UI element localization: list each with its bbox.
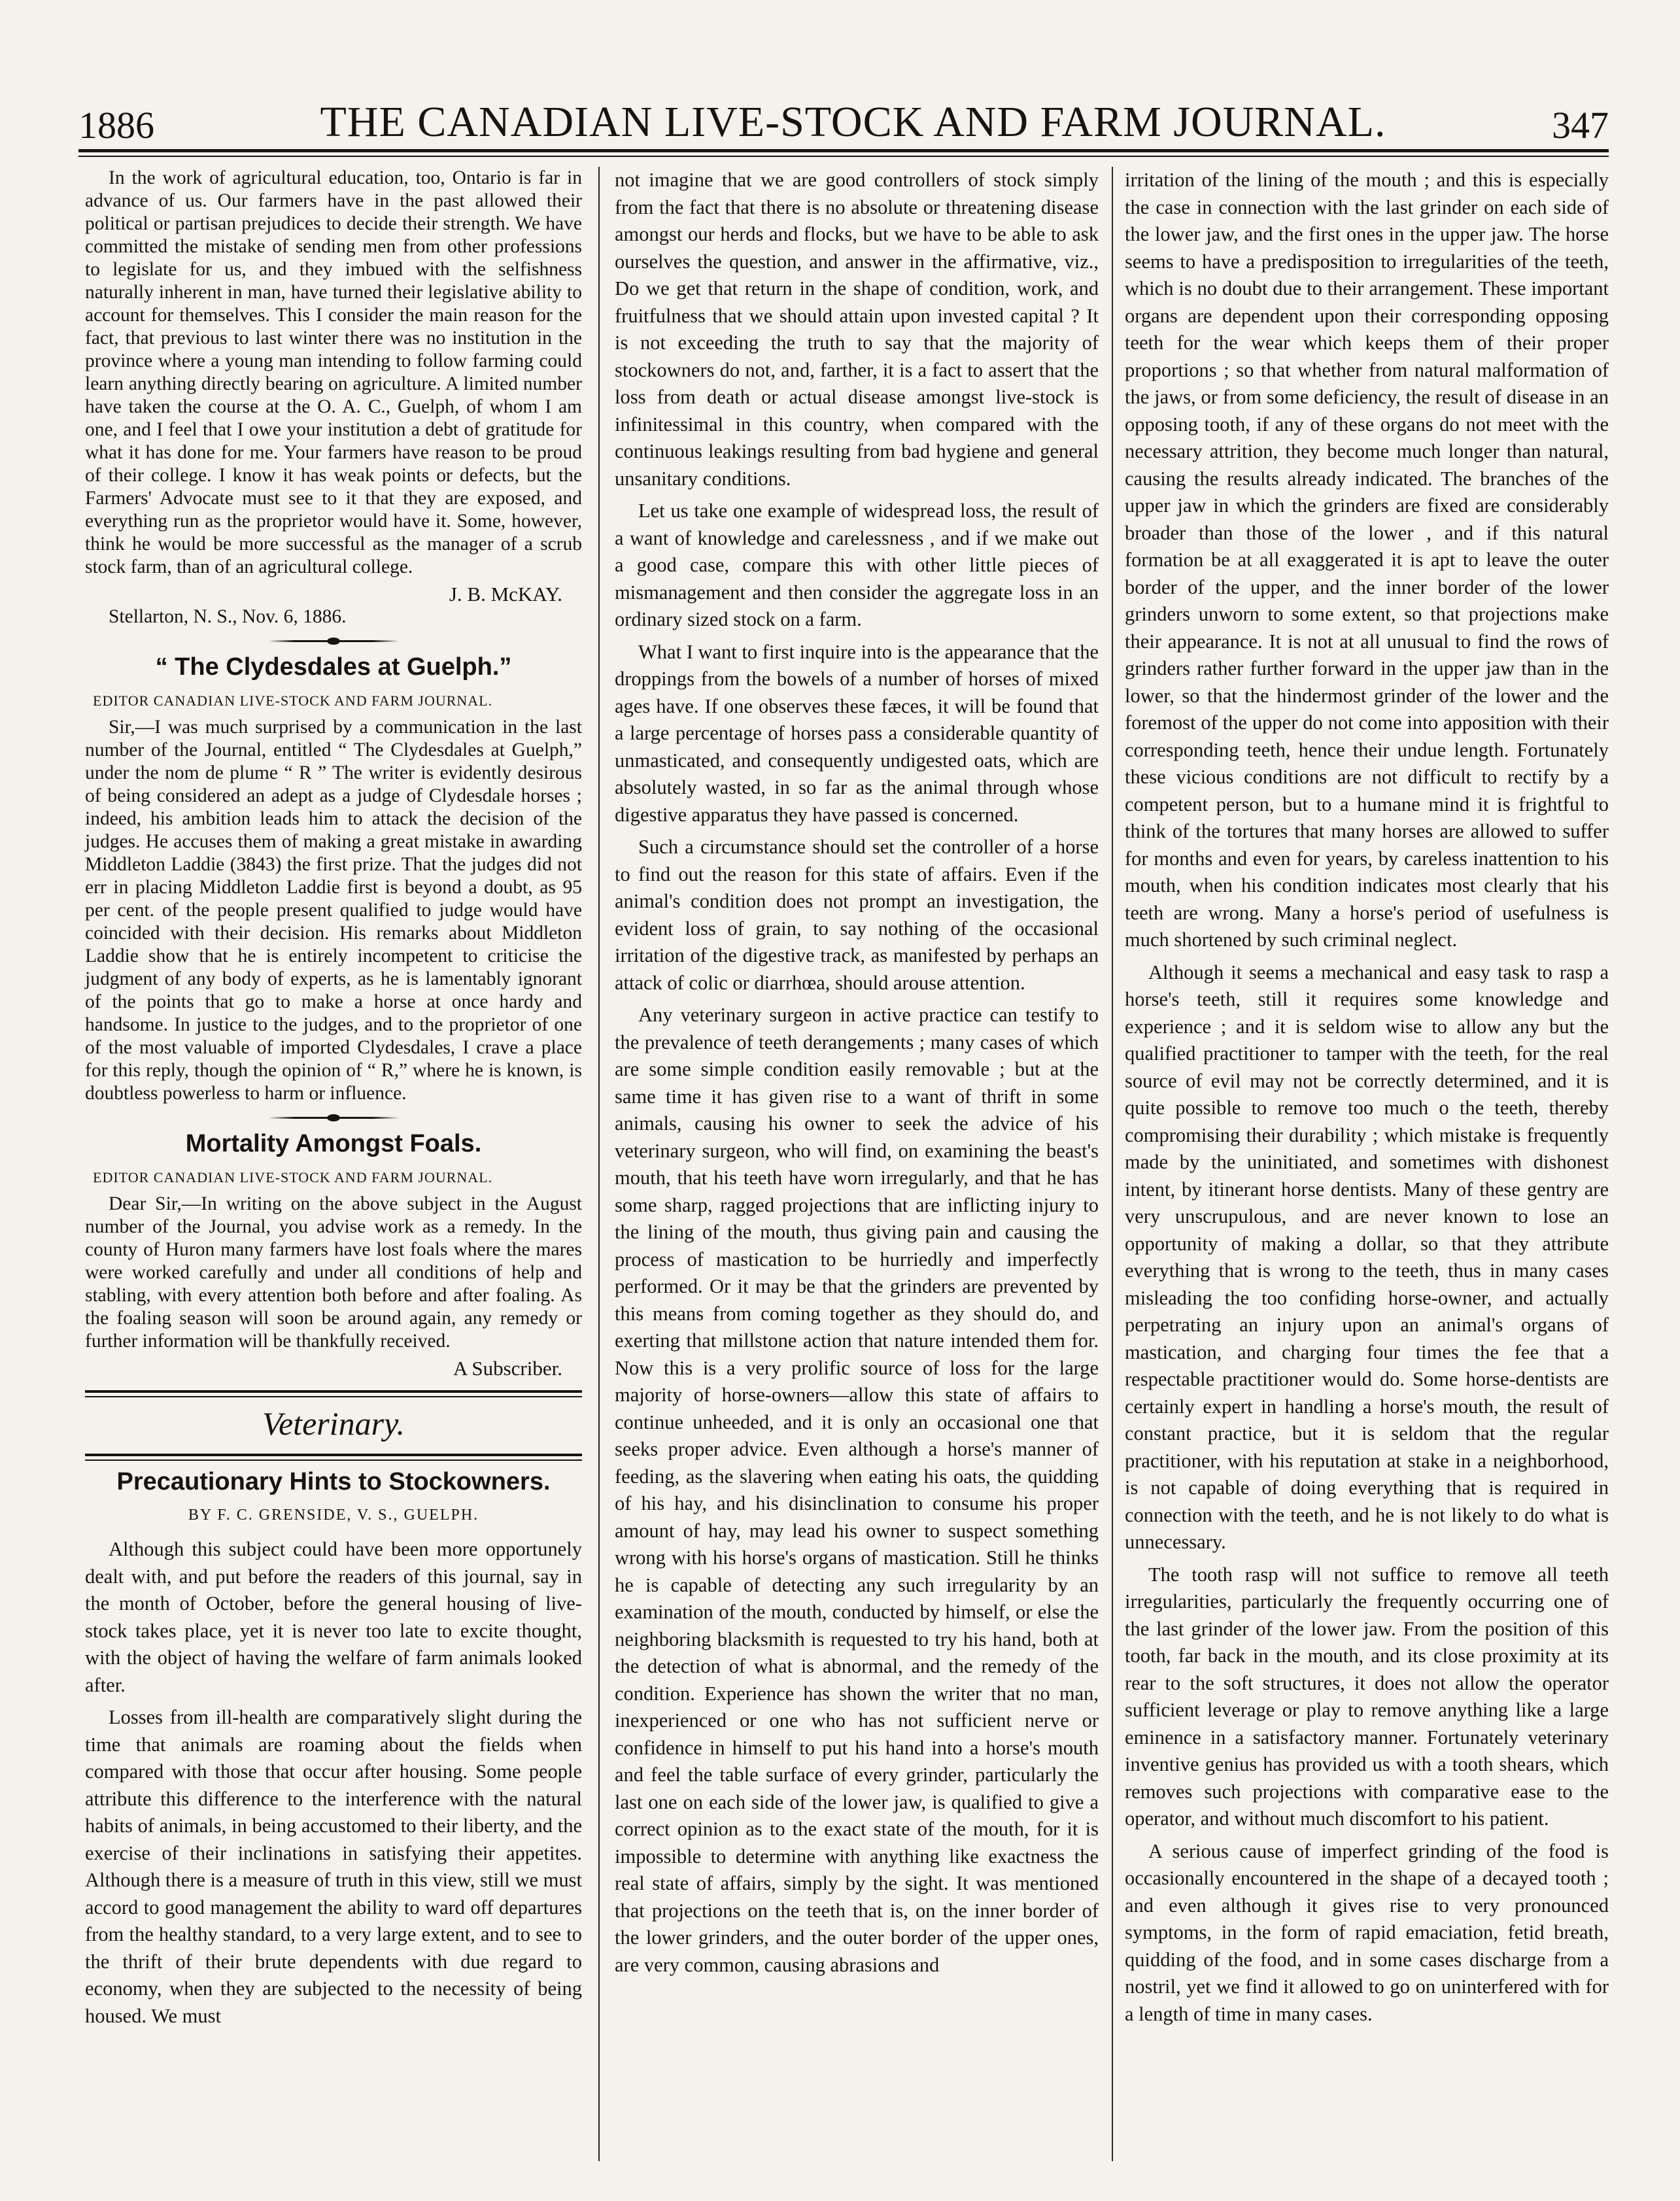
masthead xyxy=(78,88,1609,147)
clydesdales-paragraph: Sir,—I was much surprised by a communication in the last number of the Journal, entitled “ The Clydesdales at Guelph,” under the nom de plume “ R ” The writer is evidently desirous of being considered an adept as a judge of Clydesdale horses ; indeed, his ambition leads him to attack the decision of the judges. He accuses them of making a great mistake in awarding Middleton Laddie (3843) the first prize. That the judges did not err in placing Middleton Laddie first is beyond a doubt, as 95 per cent. of the people present qualified to judge would have coincided with their decision. His remarks about Middleton Laddie show that he is entirely incompetent to criticise the judgment of any body of experts, as he is lamentably ignorant of the points that go to make a horse at once hardy and handsome. In justice to the judges, and to the proprietor of one of the most valuable of imported Clydesdales, I crave a place for this reply, though the opinion of “ R,” where he is known, is doubtless powerless to harm or influence. xyxy=(85,717,582,1104)
article-paragraph: Losses from ill-health are comparatively slight during the time that animals are roaming about the fields when compared with those that occur after housing. Some people attribute this difference to the interference with the natural habits of animals, in being accustomed to their liberty, and the exercise of their inclinations in satisfying their appetites. Although there is a measure of truth in this view, still we must accord to good management the ability to ward off departures from the healthy standard, to a very large extent, and to see to the thrift of their brute dependents with due regard to economy, when they are subjected to the necessity of being housed. We must xyxy=(85,1706,582,2027)
section-rule xyxy=(85,1454,582,1461)
foals-paragraph: Dear Sir,—In writing on the above subject in the August number of the Journal, you advise work as a remedy. In the county of Huron many farmers have lost foals where the mares were worked carefully and under all conditions of help and stabling, with every attention both before and after foaling. As the foaling season will soon be around again, any remedy or further information will be thankfully received. xyxy=(85,1193,582,1352)
letter-place-date: Stellarton, N. S., Nov. 6, 1886. xyxy=(109,606,347,627)
page-year: 1886 xyxy=(78,104,154,146)
article-byline: BY F. C. GRENSIDE, V. S., GUELPH. xyxy=(188,1507,479,1524)
article-paragraph: The tooth rasp will not suffice to remove all teeth irregularities, particularly the frequently occurring one of the last grinder of the lower jaw. From the position of this tooth, far back in the mouth, and its close proximity at its rear to the soft structures, it does not allow the operator sufficient leverage or play to remove anything like a large eminence in a satisfactory manner. Fortunately veterinary inventive genius has provided us with a tooth shears, which removes such projections with comparative ease to the operator, and without much discomfort to his patient. xyxy=(1125,1563,1609,1830)
letter-signature: J. B. McKAY. xyxy=(449,583,562,606)
article-paragraph: What I want to first inquire into is the appearance that the droppings from the bowels of a number of horses of mixed ages have. If one observes these fæces, it will be found that a large percentage of horses pass a considerable quantity of unmasticated, and consequently undigested oats, which are absolutely wasted, in so far as the animal through whose digestive apparatus they have passed is concerned. xyxy=(615,640,1099,826)
journal-title: THE CANADIAN LIVE-STOCK AND FARM JOURNAL. xyxy=(320,98,1386,146)
article-paragraph: Although it seems a mechanical and easy task to rasp a horse's teeth, still it requires some knowledge and experience ; and it is seldom wise to allow any but the qualified practitioner to tamper with the teeth, for the real source of evil may not be correctly determined, and it is quite possible to remove too much o the teeth, thereby compromising their durability ; which mistake is frequently made by the uninitiated, and sometimes with dishonest intent, by itinerant horse dentists. Many of these gentry are very unscrupulous, and are never known to lose an opportunity of making a dollar, so that they attribute everything that is wrong to the teeth, thus in many cases misleading the too confiding horse-owner, and actually perpetrating an injury upon an animal's organs of mastication, and charging four times the fee that a respectable practitioner would do. Some horse-dentists are certainly expert in handling a horse's mouth, the result of constant practice, but it is seldom that the regular practitioner, with his reputation at stake in a neighborhood, is not capable of doing everything that is required in connection with the teeth, and he is not likely to do what is unnecessary. xyxy=(1125,961,1609,1553)
masthead-rule-thin xyxy=(78,156,1609,157)
column-rule xyxy=(1112,167,1113,2161)
article-paragraph: Any veterinary surgeon in active practice can testify to the prevalence of teeth derangements ; many cases of which are some simple condition easily removable ; but at the same time it has given rise to a want of thrift in some animals, causing his owner to seek the advice of his veterinary surgeon, who will find, on examining the beast's mouth, that his teeth have worn irregularly, and that he has some sharp, ragged projections that are inflicting injury to the lining of the mouth, thus giving pain and causing the process of mastication to be hurriedly and imperfectly performed. Or it may be that the grinders are prevented by this means from coming together as they should do, and exerting that millstone action that nature intended them for. Now this is a very prolific source of loss for the large majority of horse-owners—allow this state of affairs to continue unheeded, and it is only an occasional one that seeks proper advice. Even although a horse's manner of feeding, as the slavering when eating his oats, the quidding of his hay, and his disinclination to consume his proper amount of hay, may lead his owner to suspect something wrong with his horse's organs of mastication. Still he thinks he is capable of detecting any such irregularity by an examination of the mouth, conducted by himself, or else the neighboring blacksmith is requested to try his hand, both at the detection of what is abnormal, and the remedy of the condition. Experience has shown the writer that no man, inexperienced or one who has not sufficient nerve or confidence in himself to put his hand into a horse's mouth and feel the table surface of every grinder, particularly the last one on each side of the lower jaw, is qualified to give a correct opinion as to the exact state of the mouth, for it is impossible to determine with anything like exactness the real state of affairs, simply by the sight. It was mentioned that projections on the teeth that is, on the inner border of the lower grinders, and the outer border of the upper ones, are very common, causing abrasions and xyxy=(615,1004,1099,1976)
foals-heading: Mortality Amongst Foals. xyxy=(185,1130,482,1157)
editor-address: EDITOR CANADIAN LIVE-STOCK AND FARM JOURNAL. xyxy=(93,1169,493,1186)
column-rule xyxy=(598,167,600,2161)
article-heading: Precautionary Hints to Stockowners. xyxy=(116,1468,551,1495)
article-paragraph: Although this subject could have been more opportunely dealt with, and put before the readers of this journal, say in the month of October, before the general housing of live-stock takes place, yet it is never too late to excite thought, with the object of having the welfare of farm animals looked after. xyxy=(85,1538,582,1696)
column-3 xyxy=(1125,167,1609,2033)
article-paragraph: Such a circumstance should set the controller of a horse to find out the reason for this state of affairs. Even if the animal's condition does not prompt an investigation, the evident loss of grain, to say nothing of the occasional irritation of the digestive track, as manifested by perhaps an attack of colic or diarrhœa, should arouse attention. xyxy=(615,836,1099,994)
foals-signature: A Subscriber. xyxy=(453,1357,562,1380)
masthead-rule-thick xyxy=(78,149,1609,152)
article-paragraph: not imagine that we are good controllers of stock simply from the fact that there is no absolute or threatening disease amongst our herds and flocks, but we have to be able to ask ourselves the question, and answer in the affirmative, viz., Do we get that return in the shape of condition, work, and fruitfulness that we should attain upon invested capital ? It is not exceeding the truth to say that the majority of stockowners do not, and, farther, it is a fact to assert that the loss from death or actual disease amongst live-stock is infinitessimal in this country, when compared with the continuous leakings resulting from bad hygiene and general unsanitary conditions. xyxy=(615,169,1099,490)
ornamental-divider xyxy=(268,1117,399,1119)
article-paragraph: A serious cause of imperfect grinding of the food is occasionally encountered in the shape of a decayed tooth ; and even although it gives rise to very pronounced symptoms, in the form of rapid emaciation, fetid breath, quidding of the food, and in some cases discharge from a nostril, yet we find it allowed to go on uninterfered with for a length of time in many cases. xyxy=(1125,1839,1609,2025)
section-title: Veterinary. xyxy=(262,1405,405,1442)
letter-paragraph: In the work of agricultural education, too, Ontario is far in advance of us. Our farmers have in the past allowed their political or partisan prejudices to decide their strength. We have committed the mistake of sending men from other professions to legislate for us, and they imbued with the selfishness naturally inherent in man, have turned their legislative ability to account for themselves. This I consider the main reason for the fact, that previous to last winter there was no institution in the province where a young man intending to follow farming could learn anything directly bearing on agriculture. A limited number have taken the course at the O. A. C., Guelph, of whom I am one, and I feel that I owe your institution a debt of gratitude for what it has done for me. Your farmers have reason to be proud of their college. I know it has weak points or defects, but the Farmers' Advocate must see to it that they are exposed, and everything run as the proprietor would have it. Some, however, think he would be more successful as the manager of a scrub stock farm, than of an agricultural college. xyxy=(85,167,582,577)
clydesdales-heading: “ The Clydesdales at Guelph.” xyxy=(155,653,512,681)
section-rule xyxy=(85,1390,582,1397)
page-number: 347 xyxy=(1552,104,1609,146)
journal-page xyxy=(78,0,1609,2201)
editor-address: EDITOR CANADIAN LIVE-STOCK AND FARM JOURNAL. xyxy=(93,692,493,709)
article-paragraph: Let us take one example of widespread loss, the result of a want of knowledge and carelessness , and if we make out a good case, compare this with other little pieces of mismanagement and then consider the aggregate loss in an ordinary sized stock on a farm. xyxy=(615,500,1099,630)
article-paragraph: irritation of the lining of the mouth ; and this is especially the case in connection with the last grinder on each side of the lower jaw, and the first ones in the upper jaw. The horse seems to have a predisposition to irregularities of the teeth, which is no doubt due to their arrangement. These important organs are dependent upon their corresponding opposing teeth for the wear which keeps them of their proper proportions ; so that whether from natural malformation of the jaws, or from some deficiency, the result of disease in an opposing tooth, if any of these organs do not meet with the necessary attrition, they become much longer than natural, causing the results already indicated. The branches of the upper jaw in which the grinders are fixed are considerably broader than those of the lower , and if this natural formation be at all exaggerated it is apt to leave the outer border of the upper, and the inner border of the lower grinders unworn to some extent, so that projections make their appearance. It is not at all unusual to find the rows of grinders rather further forward in the upper jaw than in the lower, so that the hindermost grinder of the lower and the foremost of the upper do not come into apposition with their corresponding teeth, hence their undue length. Fortunately these vicious conditions are not difficult to rectify by a competent person, but to a humane mind it is frightful to think of the tortures that many horses are allowed to suffer for months and even for years, by careless inattention to his mouth, when his condition indicates most clearly that his teeth are wrong. Many a horse's period of usefulness is much shortened by such criminal neglect. xyxy=(1125,169,1609,951)
article-body-start xyxy=(85,1536,582,2030)
column-1 xyxy=(85,167,582,2035)
ornamental-divider xyxy=(268,640,399,642)
column-2 xyxy=(615,167,1099,1984)
